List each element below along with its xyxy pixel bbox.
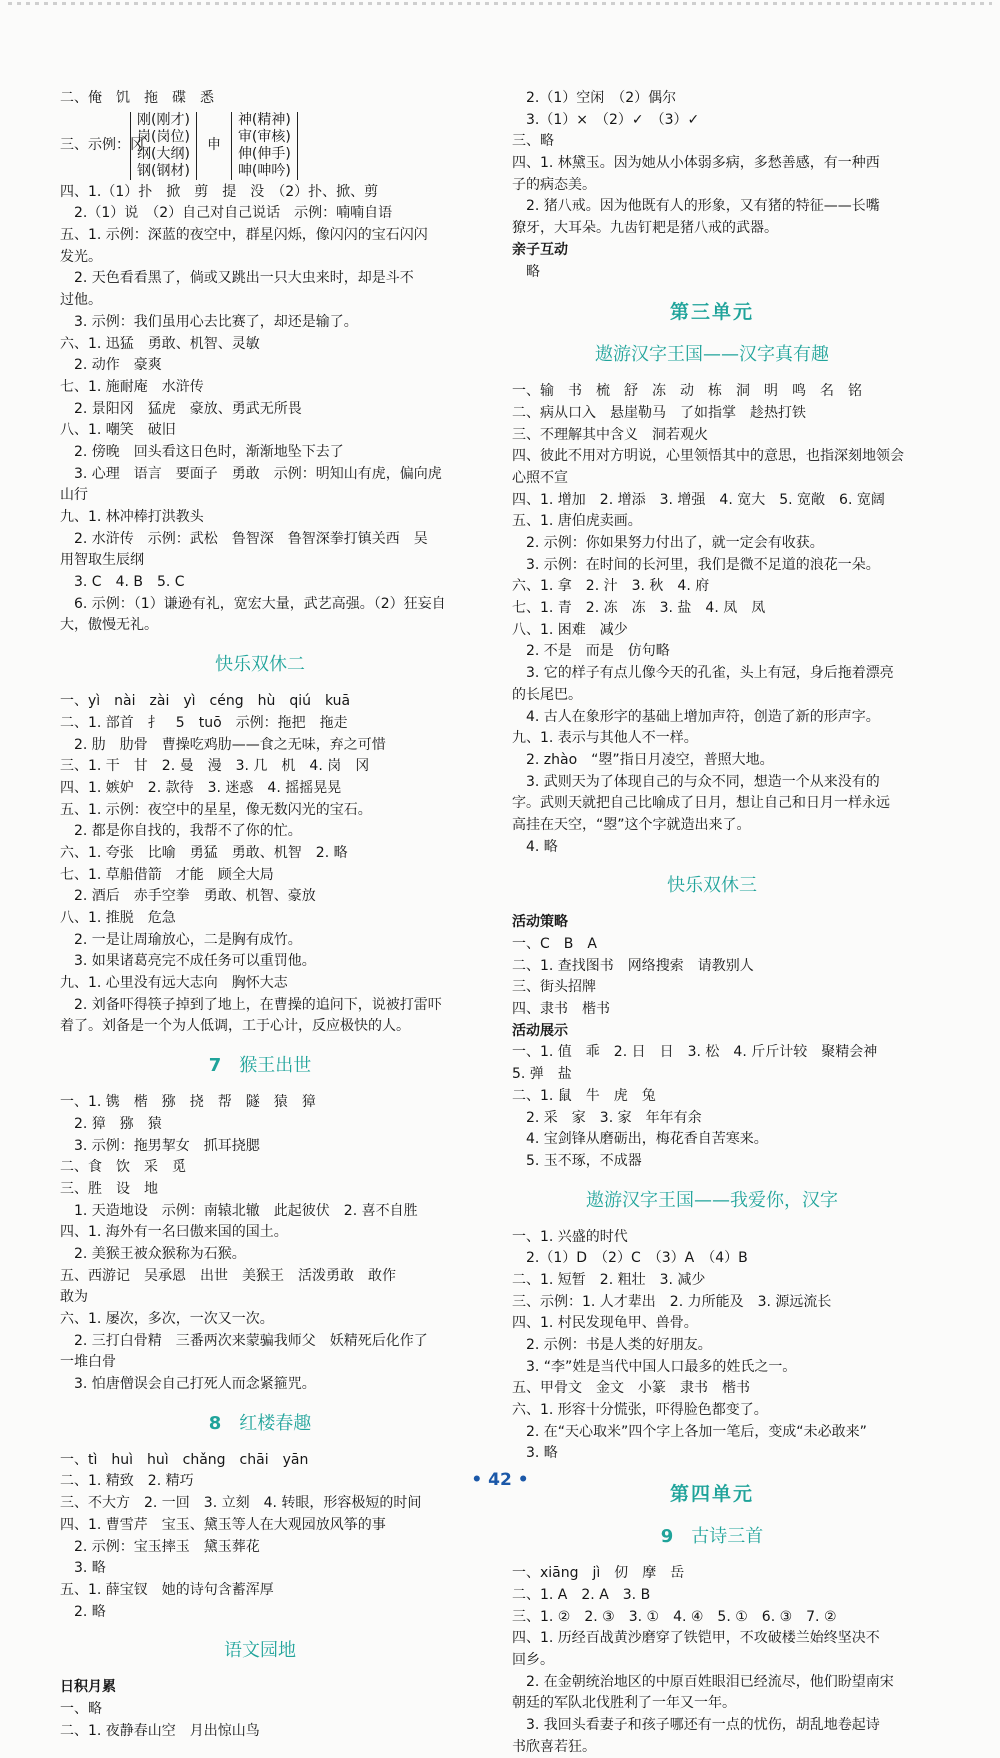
answer-line: 四、1. 村民发现龟甲、兽骨。: [512, 1315, 698, 1332]
answer-line: 2.（1）D （2）C （3）A （4）B: [512, 1250, 748, 1267]
lesson-title: 古诗三首: [691, 1526, 764, 1548]
answer-line: 2. 傍晚 回头看这日色时，渐渐地坠下去了: [60, 443, 344, 460]
bracket-item: 岗(岗位): [137, 128, 190, 145]
answer-line: 2.（1）空闲 （2）偶尔: [512, 90, 677, 106]
lesson-title: 红楼春趣: [239, 1412, 312, 1434]
lesson-number: 7: [208, 1055, 222, 1077]
answer-line: 三、胜 设 地: [60, 1180, 158, 1197]
answer-line: 九、1. 表示与其他人不一样。: [512, 730, 698, 747]
answer-line: 2. 不是 而是 仿句略: [512, 643, 670, 660]
answer-line: 大，傲慢无礼。: [60, 617, 158, 634]
answer-line: 五、西游记 吴承恩 出世 美猴王 活泼勇敢 敢作: [60, 1267, 396, 1284]
answer-line: 3. 略: [512, 1445, 558, 1462]
subsection-label: 亲子互动: [512, 241, 568, 258]
answer-line: 六、1. 形容十分慌张，吓得脸色都变了。: [512, 1402, 768, 1419]
answer-line: 着了。刘备是一个为人低调，工于心计，反应极快的人。: [60, 1018, 410, 1035]
bracket-item: 纲(大纲): [137, 145, 190, 162]
answer-line: 朝廷的军队北伐胜利了一年又一年。: [512, 1695, 736, 1712]
subsection-label: 活动展示: [512, 1022, 568, 1039]
answer-line: 二、1. 部首 扌 5 tuō 示例：拖把 拖走: [60, 714, 348, 731]
answer-line: 一、xiāng jì 仞 摩 岳: [512, 1565, 685, 1582]
right-column: [512, 88, 912, 1758]
answer-line: 二、1. 夜静春山空 月出惊山鸟: [60, 1722, 260, 1739]
answer-line: 3. 它的样子有点儿像今天的孔雀，头上有冠，身后拖着漂亮: [512, 665, 894, 682]
answer-line: 2. 水浒传 示例：武松 鲁智深 鲁智深拳打镇关西 吴: [60, 530, 428, 547]
answer-line: 四、1. 嫉妒 2. 款待 3. 迷惑 4. 摇摇晃晃: [60, 779, 342, 796]
answer-line: 6. 示例：（1）谦逊有礼，宽宏大量，武艺高强。（2）狂妄自: [60, 595, 446, 612]
answer-line: 2. 一是让周瑜放心，二是胸有成竹。: [60, 931, 302, 948]
answer-line: 一、1. 镌 楷 猕 挠 帮 隧 猿 獐: [60, 1094, 316, 1111]
answer-line: 五、1. 示例：夜空中的星星，像无数闪光的宝石。: [60, 801, 372, 818]
left-column: [60, 88, 460, 1742]
answer-line: 略: [512, 263, 540, 280]
answer-line: 六、1. 拿 2. 汁 3. 秋 4. 府: [512, 578, 710, 595]
answer-line: 子的病态美。: [512, 176, 596, 193]
answer-line: 一、输 书 梳 舒 冻 动 栋 洞 明 鸣 名 铭: [512, 383, 862, 400]
answer-line: 2. 獐 猕 猿: [60, 1115, 162, 1132]
answer-line: 一、略: [60, 1700, 102, 1717]
answer-line: 三、略: [512, 133, 554, 150]
answer-line: 四、1. 曹雪芹 宝玉、黛玉等人在大观园放风筝的事: [60, 1516, 386, 1533]
answer-line: 2. 示例：宝玉摔玉 黛玉葬花: [60, 1538, 260, 1555]
answer-line: 二、1. 鼠 牛 虎 兔: [512, 1087, 656, 1104]
answer-line: 四、1. 海外有一名曰傲来国的国土。: [60, 1224, 288, 1241]
bracket-group: [130, 112, 197, 180]
bracket-item: 刚(刚才): [137, 111, 190, 128]
answer-line: 3. “李”姓是当代中国人口最多的姓氏之一。: [512, 1358, 797, 1375]
answer-line: 1. 天造地设 示例：南辕北辙 此起彼伏 2. 喜不自胜: [60, 1202, 418, 1219]
answer-line: 心照不宣: [512, 469, 568, 486]
answer-line: 2.（1）说 （2）自己对自己说话 示例：喃喃自语: [60, 205, 393, 222]
answer-line: 2. zhào “曌”指日月凌空，普照大地。: [512, 751, 774, 768]
answer-line: 四、隶书 楷书: [512, 1001, 610, 1018]
page-number: • 42 •: [471, 1470, 529, 1490]
answer-line: 四、1.（1）扑 掀 剪 提 没 （2）扑、掀、剪: [60, 183, 379, 200]
answer-line: 2. 示例：书是人类的好朋友。: [512, 1337, 712, 1353]
bracket-item: 呻(呻吟): [237, 162, 291, 179]
answer-line: 4. 宝剑锋从磨砺出，梅花香自苦寒来。: [512, 1131, 768, 1148]
answer-line: 书欣喜若狂。: [512, 1738, 596, 1755]
lesson-heading: 遨游汉字王国——汉字真有趣: [595, 344, 829, 366]
answer-line: 二、食 饮 采 觅: [60, 1159, 186, 1176]
answer-line: 七、1. 施耐庵 水浒传: [60, 378, 204, 395]
answer-line: 5. 玉不琢，不成器: [512, 1152, 642, 1169]
answer-line: 五、1. 唐伯虎卖画。: [512, 513, 642, 530]
answer-line: 五、1. 示例：深蓝的夜空中，群星闪烁，像闪闪的宝石闪闪: [60, 227, 428, 244]
answer-line: 八、1. 困难 减少: [512, 621, 628, 638]
bracket-item: 伸(伸手): [237, 145, 291, 162]
answer-line: 3. 示例：我们虽用心去比赛了，却还是输了。: [60, 313, 358, 330]
lesson-heading: 遨游汉字王国——我爱你，汉字: [586, 1189, 838, 1211]
answer-line: 2. 美猴王被众猴称为石猴。: [60, 1245, 246, 1262]
lesson-title: 猴王出世: [239, 1055, 312, 1077]
bracket-item: 神(精神): [237, 111, 291, 128]
lesson-heading: 语文园地: [224, 1640, 296, 1662]
answer-line: 2. 在金朝统治地区的中原百姓眼泪已经流尽，他们盼望南宋: [512, 1673, 894, 1690]
answer-line: 五、1. 薛宝钗 她的诗句含蓄浑厚: [60, 1581, 274, 1598]
bracket-item: 审(审核): [237, 128, 291, 145]
answer-line: 2. 肋 肋骨 曹操吃鸡肋——食之无味，弃之可惜: [60, 736, 386, 753]
answer-line: 字。武则天就把自己比喻成了日月，想让自己和日月一样永远: [512, 795, 890, 812]
answer-line: 一、yì nài zài yì céng hù qiú kuā: [60, 693, 351, 710]
answer-line: 二、病从口入 悬崖勒马 了如指掌 趁热打铁: [512, 404, 806, 421]
answer-line: 四、1. 历经百战黄沙磨穿了铁铠甲，不攻破楼兰始终坚决不: [512, 1630, 880, 1647]
unit-heading: 第三单元: [669, 301, 754, 324]
answer-line: 山行: [60, 487, 88, 504]
lesson-number: 8: [208, 1412, 222, 1434]
bracket-item: 钢(钢材): [137, 162, 190, 179]
answer-line: 2. 示例：你如果努力付出了，就一定会有收获。: [512, 535, 824, 551]
answer-line: 二、1. A 2. A 3. B: [512, 1586, 651, 1603]
answer-line: 九、1. 心里没有远大志向 胸怀大志: [60, 975, 288, 992]
answer-line: 2. 酒后 赤手空拳 勇敢、机智、豪放: [60, 888, 316, 905]
answer-line: 过他。: [60, 292, 102, 309]
answer-line: 回乡。: [512, 1651, 554, 1668]
answer-line: 八、1. 嘲笑 破旧: [60, 422, 176, 439]
answer-line: 一、C B A: [512, 936, 597, 952]
answer-line: 4. 略: [512, 838, 558, 855]
bracket-answer: [60, 112, 460, 180]
answer-line: 一堆白骨: [60, 1354, 116, 1371]
lesson-heading: [60, 1051, 460, 1077]
unit-heading: 第四单元: [669, 1483, 754, 1506]
answer-line: 二、俺 饥 拖 碟 悉: [60, 90, 214, 106]
answer-line: 一、tì huì huì chǎng chāi yān: [60, 1451, 309, 1468]
answer-line: 七、1. 草船借箭 才能 顾全大局: [60, 866, 274, 883]
answer-line: 三、不理解其中含义 洞若观火: [512, 426, 708, 443]
answer-line: 七、1. 青 2. 冻 冻 3. 盐 4. 凤 凤: [512, 600, 766, 617]
answer-line: 六、1. 夸张 比喻 勇猛 勇敢、机智 2. 略: [60, 844, 348, 861]
answer-line: 3. 我回头看妻子和孩子哪还有一点的忧伤，胡乱地卷起诗: [512, 1716, 880, 1733]
answer-line: 三、1. ② 2. ③ 3. ① 4. ④ 5. ① 6. ③ 7. ②: [512, 1608, 837, 1625]
answer-line: 3. 示例：拖男挈女 抓耳挠腮: [60, 1137, 260, 1154]
answer-line: 5. 弹 盐: [512, 1066, 572, 1083]
answer-line: 三、示例：1. 人才辈出 2. 力所能及 3. 源远流长: [512, 1293, 832, 1310]
answer-line: 3. 示例：在时间的长河里，我们是微不足道的浪花一朵。: [512, 556, 880, 573]
answer-line: 2. 在“天心取米”四个字上各加一笔后，变成“未必敢来”: [512, 1423, 867, 1440]
answer-line: 3. 武则天为了体现自己的与众不同，想造一个从来没有的: [512, 773, 880, 790]
answer-line: 二、1. 查找图书 网络搜索 请教别人: [512, 957, 754, 974]
answer-line: 的长尾巴。: [512, 686, 582, 703]
answer-line: 2. 采 家 3. 家 年年有余: [512, 1109, 702, 1126]
answer-line: 三、1. 干 甘 2. 曼 漫 3. 几 机 4. 岗 冈: [60, 758, 370, 775]
bracket-label: 三、示例：冈: [60, 137, 144, 154]
answer-line: 獠牙，大耳朵。九齿钉耙是猪八戒的武器。: [512, 220, 778, 237]
answer-line: 四、彼此不用对方明说，心里领悟其中的意思，也指深刻地领会: [512, 448, 904, 465]
top-scan-edge: [8, 2, 992, 5]
answer-line: 3. 心理 语言 要面子 勇敢 示例：明知山有虎，偏向虎: [60, 465, 442, 482]
answer-line: 四、1. 林黛玉。因为她从小体弱多病，多愁善感，有一种西: [512, 155, 880, 172]
answer-line: 五、甲骨文 金文 小篆 隶书 楷书: [512, 1380, 750, 1397]
answer-line: 六、1. 迅猛 勇敢、机智、灵敏: [60, 335, 260, 352]
answer-line: 3.（1）× （2）✓ （3）✓: [512, 111, 700, 128]
answer-line: 用智取生辰纲: [60, 552, 144, 569]
answer-line: 八、1. 推脱 危急: [60, 910, 176, 926]
answer-line: 3. 怕唐僧误会自己打死人而念紧箍咒。: [60, 1376, 316, 1393]
answer-line: 一、1. 值 乖 2. 日 日 3. 松 4. 斤斤计较 聚精会神: [512, 1044, 878, 1061]
answer-line: 六、1. 屡次，多次，一次又一次。: [60, 1311, 274, 1327]
answer-line: 九、1. 林冲棒打洪教头: [60, 509, 204, 525]
lesson-heading: 快乐双休二: [215, 654, 305, 676]
answer-line: 四、1. 增加 2. 增添 3. 增强 4. 宽大 5. 宽敞 6. 宽阔: [512, 491, 885, 508]
answer-line: 3. 略: [60, 1560, 106, 1577]
answer-line: 2. 都是你自找的，我帮不了你的忙。: [60, 823, 302, 840]
bracket-middle: 申: [206, 137, 221, 154]
lesson-heading: [60, 1409, 460, 1435]
answer-line: 2. 三打白骨精 三番两次来蒙骗我师父 妖精死后化作了: [60, 1332, 428, 1349]
answer-line: 一、1. 兴盛的时代: [512, 1228, 628, 1245]
bracket-group: [231, 112, 298, 180]
answer-line: 敢为: [60, 1289, 88, 1306]
lesson-number: 9: [660, 1526, 674, 1548]
answer-line: 高挂在天空，“曌”这个字就造出来了。: [512, 816, 751, 833]
answer-line: 2. 景阳冈 猛虎 豪放、勇武无所畏: [60, 400, 302, 417]
subsection-label: 活动策略: [512, 914, 568, 931]
answer-line: 2. 略: [60, 1603, 106, 1620]
answer-line: 发光。: [60, 248, 102, 265]
answer-line: 二、1. 精致 2. 精巧: [60, 1473, 194, 1490]
answer-line: 2. 猪八戒。因为他既有人的形象，又有猪的特征——长嘴: [512, 198, 880, 215]
answer-line: 三、不大方 2. 一回 3. 立刻 4. 转眼，形容极短的时间: [60, 1495, 422, 1512]
answer-line: 3. C 4. B 5. C: [60, 574, 185, 591]
answer-line: 三、街头招牌: [512, 979, 596, 996]
answer-line: 2. 天色看看黑了，倘或又跳出一只大虫来时，却是斗不: [60, 270, 414, 287]
answer-line: 2. 刘备吓得筷子掉到了地上，在曹操的追问下，说被打雷吓: [60, 996, 442, 1013]
lesson-heading: [512, 1522, 912, 1548]
answer-line: 二、1. 短暂 2. 粗壮 3. 减少: [512, 1271, 706, 1288]
answer-line: 2. 动作 豪爽: [60, 357, 162, 374]
lesson-heading: 快乐双休三: [667, 875, 757, 897]
subsection-label: 日积月累: [60, 1679, 116, 1696]
answer-line: 3. 如果诸葛亮完不成任务可以重罚他。: [60, 953, 316, 970]
answer-line: 4. 古人在象形字的基础上增加声符，创造了新的形声字。: [512, 708, 880, 725]
